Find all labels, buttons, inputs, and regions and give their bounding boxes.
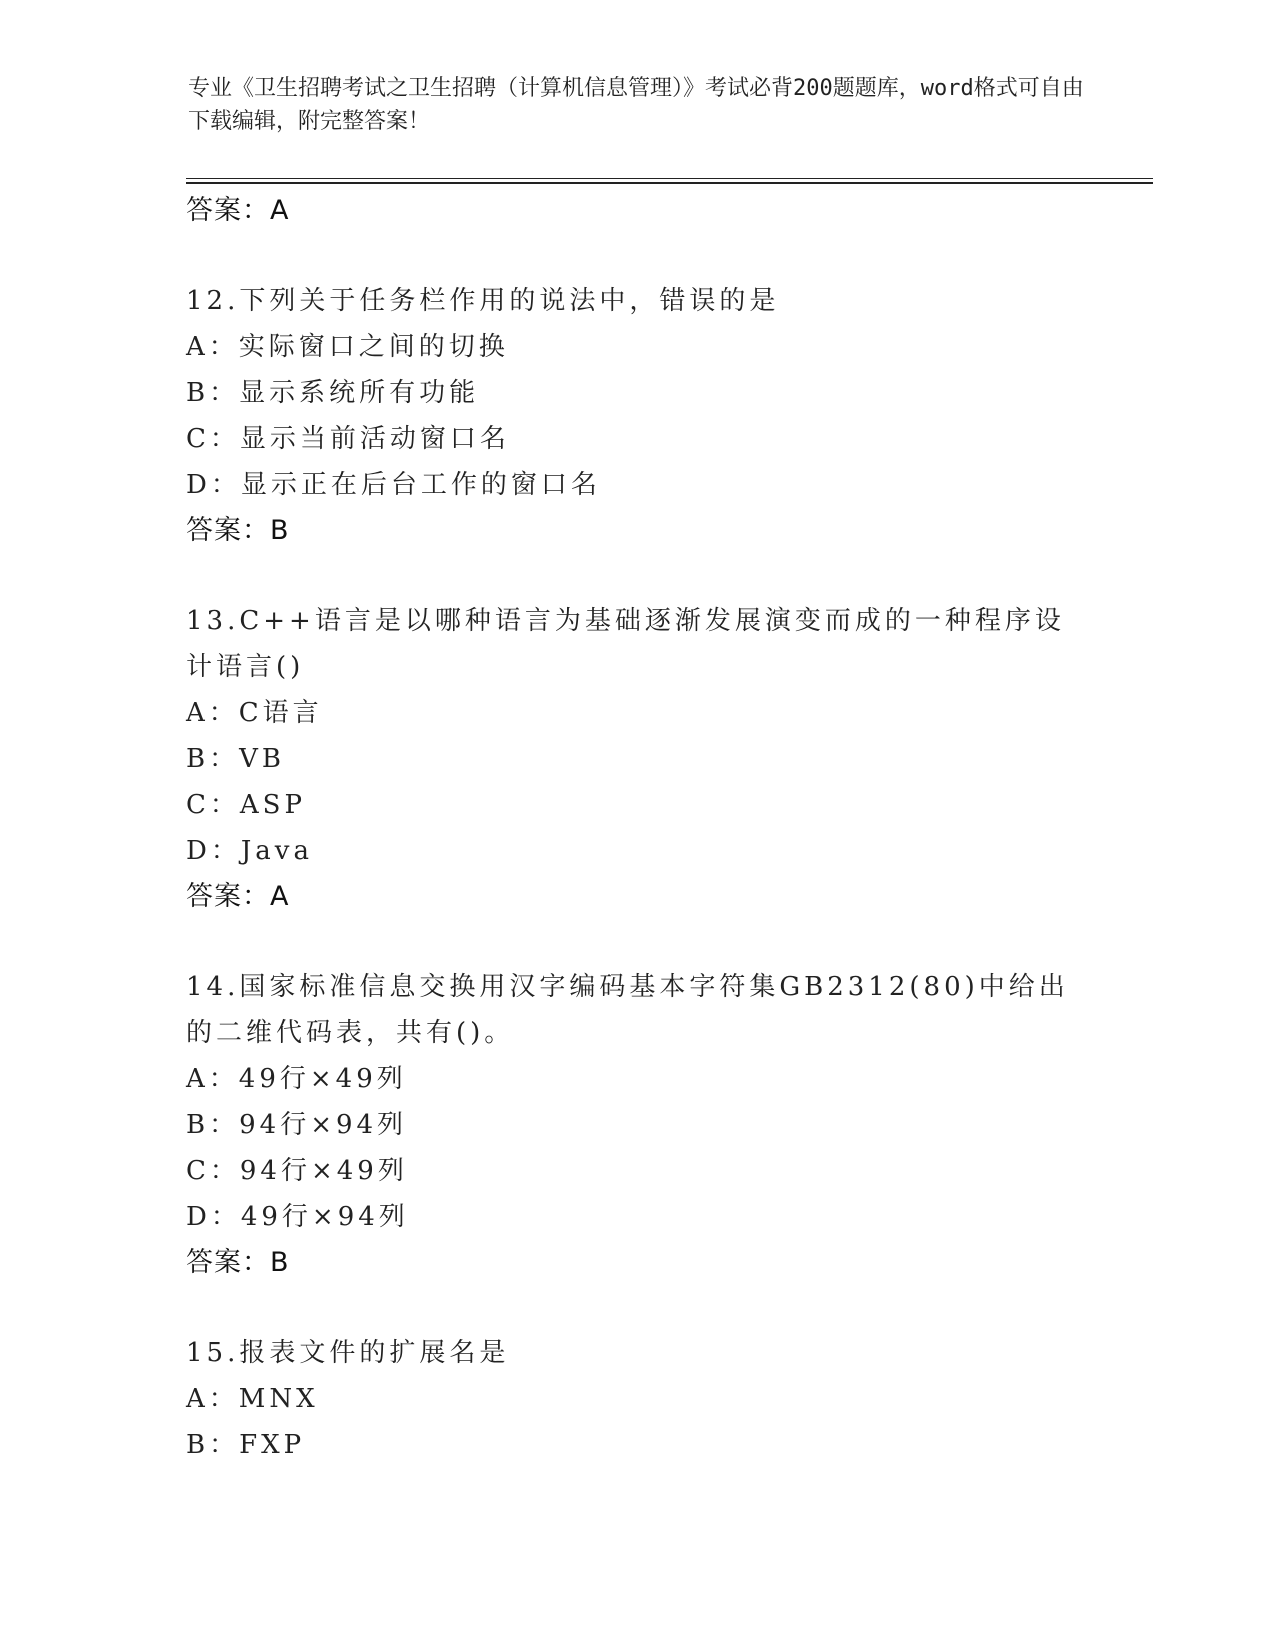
answer-line: 答案：A	[186, 195, 290, 226]
option-b: B：VB	[186, 744, 285, 774]
question-stem: 14.国家标准信息交换用汉字编码基本字符集GB2312(80)中给出的二维代码表，共有()。	[186, 972, 1069, 1048]
option-a: A：49行×49列	[186, 1064, 407, 1094]
option-b: B：FXP	[186, 1430, 306, 1460]
question-block-12	[186, 278, 1086, 554]
option-d: D：显示正在后台工作的窗口名	[186, 470, 601, 500]
answer-line: 答案：A	[186, 881, 290, 912]
document-header: 专业《卫生招聘考试之卫生招聘（计算机信息管理）》考试必背200题题库，word格式可自由下载编辑，附完整答案！	[188, 76, 1084, 134]
option-c: C：ASP	[186, 790, 306, 820]
option-c: C：94行×49列	[186, 1156, 408, 1186]
option-a: A：C语言	[186, 698, 323, 728]
question-list	[186, 188, 1086, 1468]
header-rule-thick	[186, 182, 1153, 184]
question-stem: 13.C++语言是以哪种语言为基础逐渐发展演变而成的一种程序设计语言()	[186, 606, 1065, 682]
question-stem: 12.下列关于任务栏作用的说法中，错误的是	[186, 286, 780, 316]
spacer	[186, 920, 1086, 964]
spacer	[186, 554, 1086, 598]
option-a: A：MNX	[186, 1384, 319, 1414]
spacer	[186, 1286, 1086, 1330]
option-c: C：显示当前活动窗口名	[186, 424, 510, 454]
spacer	[186, 234, 1086, 278]
option-a: A：实际窗口之间的切换	[186, 332, 509, 362]
question-block-13	[186, 598, 1086, 920]
option-d: D：49行×94列	[186, 1202, 409, 1232]
answer-line: 答案：B	[186, 515, 290, 546]
option-b: B：94行×94列	[186, 1110, 408, 1140]
option-b: B：显示系统所有功能	[186, 378, 480, 408]
answer-line: 答案：B	[186, 1247, 290, 1278]
question-block-15	[186, 1330, 1086, 1468]
question-stem: 15.报表文件的扩展名是	[186, 1338, 510, 1368]
option-d: D：Java	[186, 836, 313, 866]
question-block-14	[186, 964, 1086, 1286]
header-rule-thin	[186, 178, 1153, 179]
